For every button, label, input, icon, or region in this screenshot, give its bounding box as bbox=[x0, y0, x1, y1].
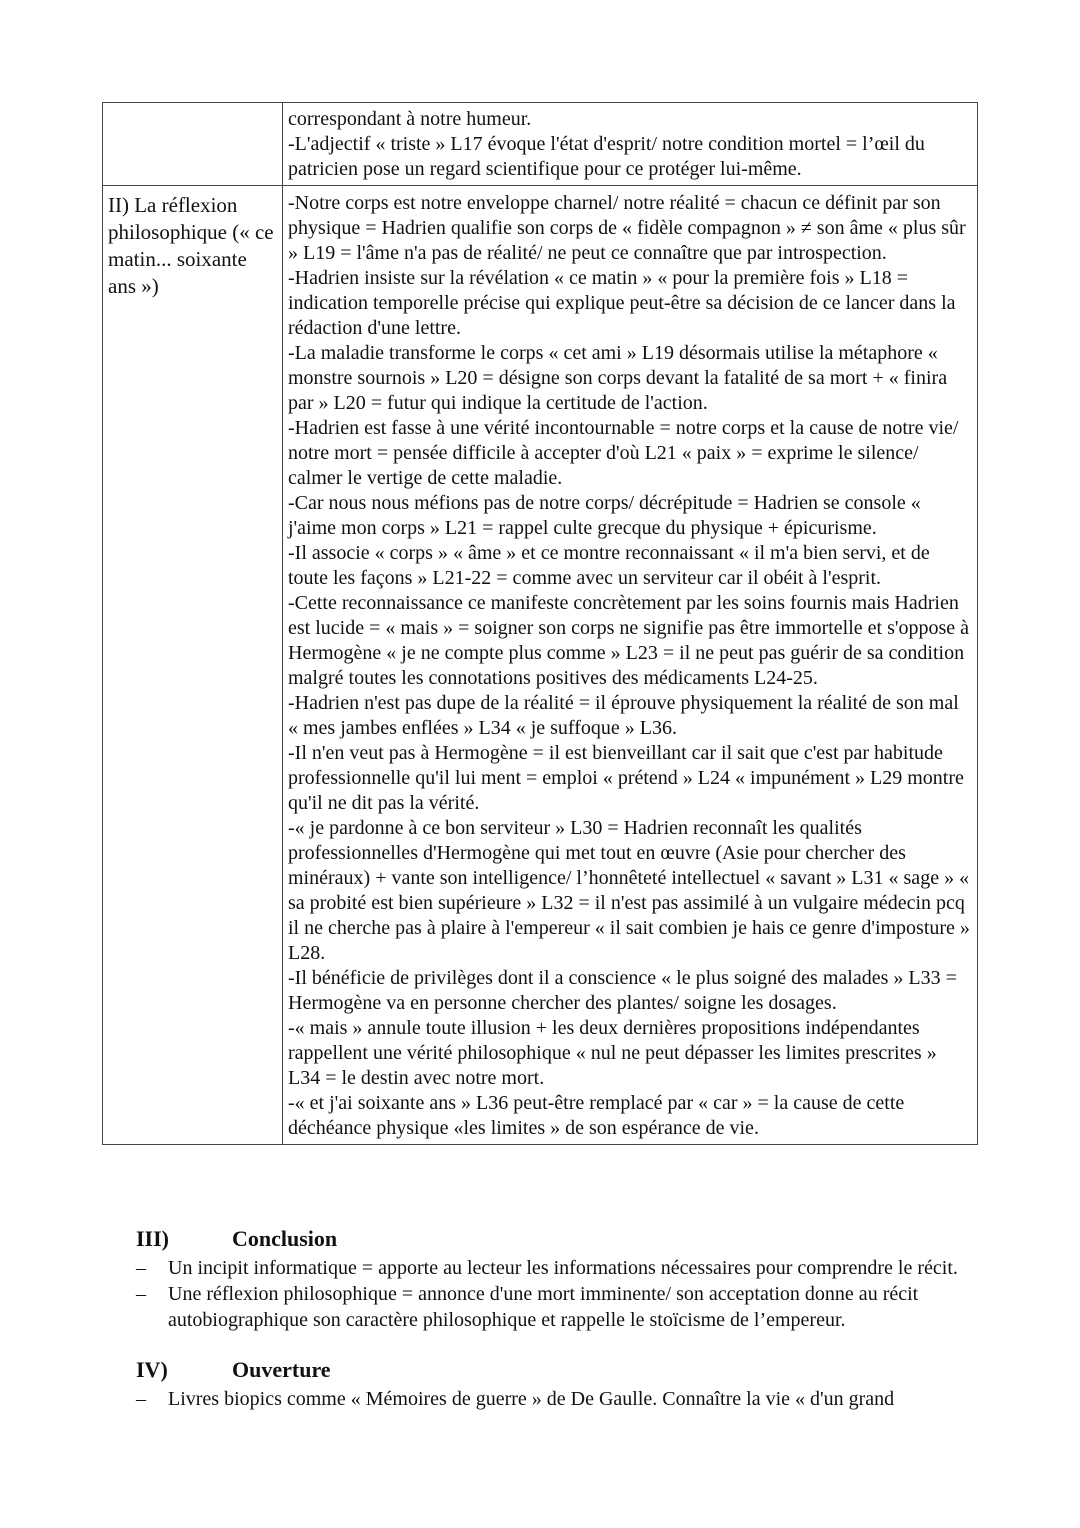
conclusion-heading bbox=[136, 1226, 337, 1252]
ouverture-heading bbox=[136, 1357, 331, 1383]
list-item-text: Livres biopics comme « Mémoires de guerre » de De Gaulle. Connaître la vie « d'un grand bbox=[168, 1388, 895, 1410]
paragraph: -Il associe « corps » « âme » et ce montre reconnaissant « il m'a bien servi, et de toute les façons » L21-22 = comme avec un serviteur car il obéit à l'esprit. bbox=[288, 542, 930, 589]
table-row bbox=[103, 103, 978, 186]
paragraph: -Notre corps est notre enveloppe charnel/ notre réalité = chacun ce définit par son physique = Hadrien qualifie son corps de « fidèle compagnon » ≠ son âme « plus sûr » L19 = l'âme n'a pas de réalité/ ne peut ce connaître que par introspection. bbox=[288, 192, 966, 264]
list-item-text: Un incipit informatique = apporte au lecteur les informations nécessaires pour comprendre le récit. bbox=[168, 1257, 958, 1279]
paragraph: -« mais » annule toute illusion + les deux dernières propositions indépendantes rappellent une vérité philosophique « nul ne peut dépasser les limites prescrites » L34 = le destin avec notre mort. bbox=[288, 1017, 937, 1089]
analysis-table bbox=[102, 102, 978, 1145]
paragraph: -Il bénéficie de privilèges dont il a conscience « le plus soigné des malades » L33 = Hermogène va en personne chercher des plantes/ soigne les dosages. bbox=[288, 967, 957, 1014]
paragraph: -« je pardonne à ce bon serviteur » L30 = Hadrien reconnaît les qualités professionnelles d'Hermogène qui met tout en œuvre (Asie pour chercher des minéraux) + vante son intelligence/ l’honnêteté intellectuel « savant » L31 « sage » « sa probité est bien supérieure » L32 = il n'est pas assimilé à un vulgaire médecin pcq il ne cherche pas à plaire à l'empereur « il sait combien je hais ce genre d'imposture » L28. bbox=[288, 817, 970, 964]
paragraph: -Hadrien est fasse à une vérité incontournable = notre corps et la cause de notre vie/ notre mort = pensée difficile à accepter d'où L21 « paix » = exprime le silence/ calmer le vertige de cette maladie. bbox=[288, 417, 959, 489]
paragraph: -Car nous nous méfions pas de notre corps/ décrépitude = Hadrien se console « j'aime mon corps » L21 = rappel culte grecque du physique + épicurisme. bbox=[288, 492, 921, 539]
paragraph: -Cette reconnaissance ce manifeste concrètement par les soins fournis mais Hadrien est lucide = « mais » = soigner son corps ne signifie pas être immortelle et s'oppose à Hermogène « je ne compte plus comme » L23 = il ne peut pas guérir de sa condition malgré toutes les connotations positives des médicaments L24-25. bbox=[288, 592, 970, 689]
row-heading bbox=[103, 103, 283, 186]
paragraph: -Il n'en veut pas à Hermogène = il est bienveillant car il sait que c'est par habitude professionnelle qu'il lui ment = emploi « prétend » L24 « impunément » L29 montre qu'il ne dit pas la vérité. bbox=[288, 742, 964, 814]
paragraph: -La maladie transforme le corps « cet ami » L19 désormais utilise la métaphore « monstre sournois » L20 = désigne son corps devant la fatalité de sa mort + « finira par » L20 = futur qui indique la certitude de l'action. bbox=[288, 342, 948, 414]
list-item bbox=[136, 1386, 976, 1412]
paragraph: -Hadrien insiste sur la révélation « ce matin » « pour la première fois » L18 = indication temporelle précise qui explique peut-être sa décision de ce lancer dans la rédaction d'une lettre. bbox=[288, 267, 956, 339]
dash-bullet: – bbox=[136, 1388, 146, 1410]
paragraph: -« et j'ai soixante ans » L36 peut-être remplacé par « car » = la cause de cette déchéance physique «les limites » de son espérance de vie. bbox=[288, 1092, 905, 1139]
paragraph: correspondant à notre humeur. bbox=[288, 108, 532, 130]
row-content bbox=[283, 186, 978, 1145]
paragraph: -L'adjectif « triste » L17 évoque l'état d'esprit/ notre condition mortel = l’œil du patricien pose un regard scientifique pour ce protéger lui-même. bbox=[288, 133, 925, 180]
section-title: Conclusion bbox=[232, 1226, 338, 1251]
list-item bbox=[136, 1255, 976, 1281]
table-row bbox=[103, 186, 978, 1145]
ouverture-list bbox=[136, 1386, 976, 1412]
section-number: IV) bbox=[136, 1357, 168, 1382]
section-title: Ouverture bbox=[232, 1357, 331, 1382]
list-item bbox=[136, 1281, 976, 1333]
dash-bullet: – bbox=[136, 1257, 146, 1279]
paragraph: -Hadrien n'est pas dupe de la réalité = il éprouve physiquement la réalité de son mal « mes jambes enflées » L34 « je suffoque » L36. bbox=[288, 692, 959, 739]
row-heading: II) La réflexion philosophique (« ce matin... soixante ans ») bbox=[103, 186, 283, 1145]
conclusion-list bbox=[136, 1255, 976, 1333]
section-number: III) bbox=[136, 1226, 170, 1251]
dash-bullet: – bbox=[136, 1283, 146, 1305]
row-content bbox=[283, 103, 978, 186]
list-item-text: Une réflexion philosophique = annonce d'une mort imminente/ son acceptation donne au récit autobiographique son caractère philosophique et rappelle le stoïcisme de l’empereur. bbox=[168, 1283, 919, 1331]
